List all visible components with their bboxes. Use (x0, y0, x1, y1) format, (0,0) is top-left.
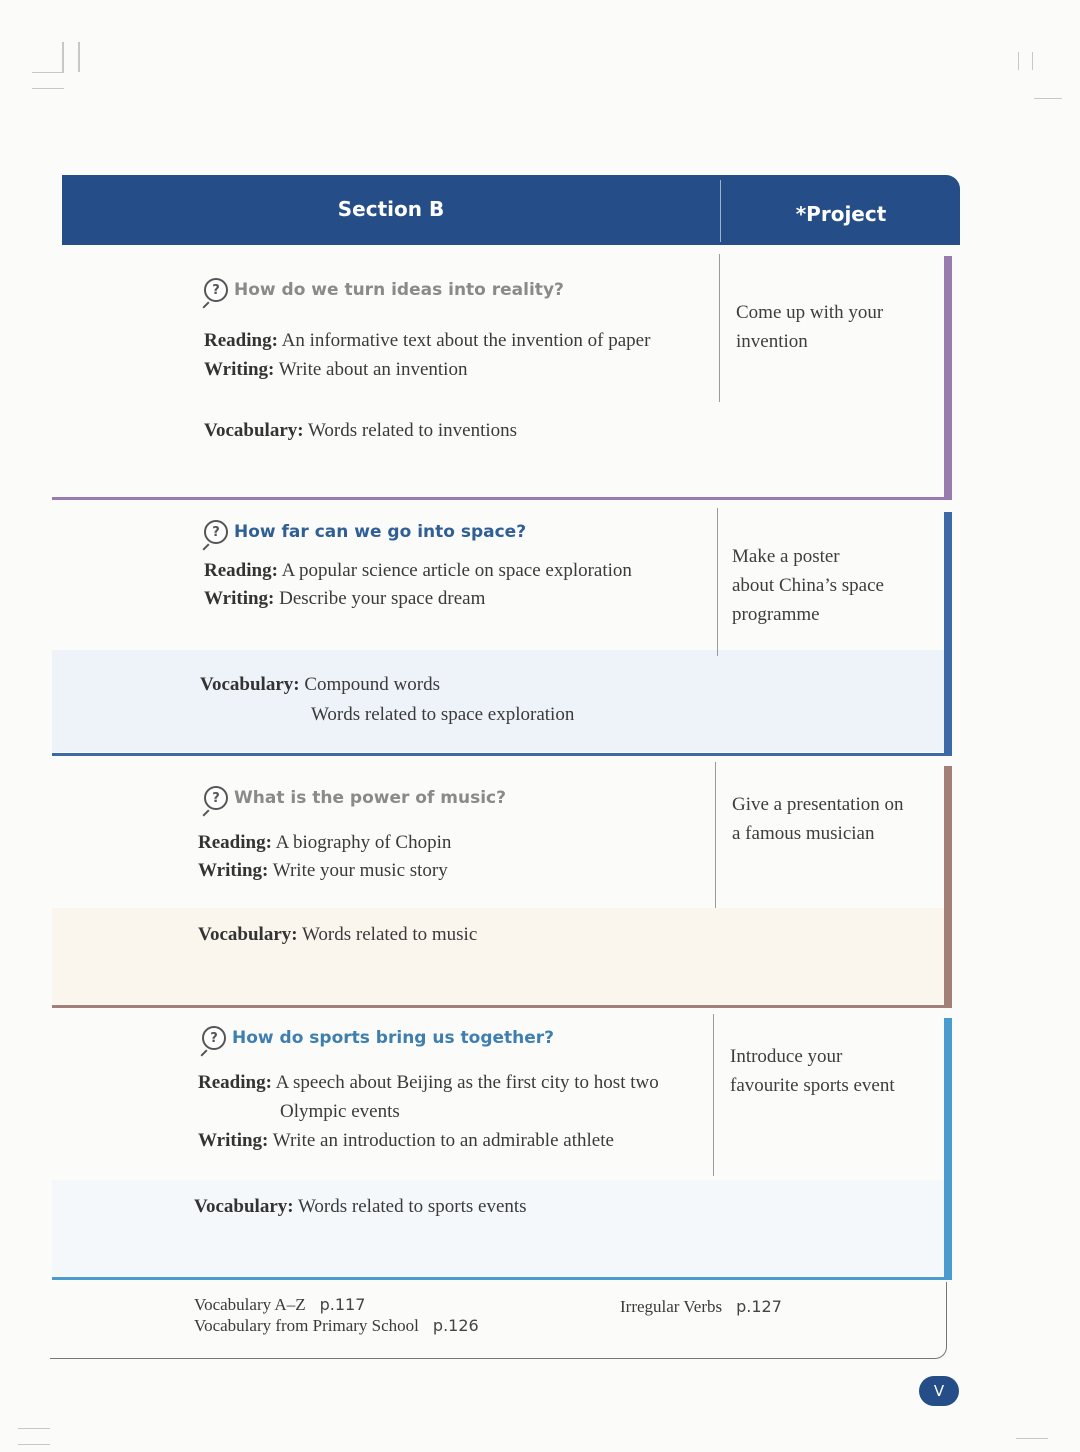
reading-label: Reading: (198, 832, 272, 853)
reading-label: Reading: (204, 330, 278, 351)
project-text: Introduce your favourite sports event (730, 1046, 895, 1096)
reading-text: A biography of Chopin (275, 832, 452, 853)
vocabulary-text: Compound words (304, 674, 440, 695)
writing-line (198, 1130, 614, 1152)
reading-label: Reading: (204, 560, 278, 581)
reading-line-2 (280, 1101, 400, 1123)
unit-row-3 (52, 758, 952, 1008)
vocabulary-text: Words related to space exploration (311, 704, 575, 725)
page-number-badge: V (919, 1376, 959, 1406)
scan-mark (32, 72, 64, 73)
writing-label: Writing: (198, 860, 269, 881)
unit-side-bar (944, 766, 952, 1008)
header-divider (720, 180, 721, 242)
column-divider (715, 762, 716, 908)
writing-text: Describe your space dream (279, 588, 486, 609)
unit-question (204, 278, 564, 302)
unit-row-4 (52, 1010, 952, 1280)
question-magnifier-icon: ? (204, 278, 228, 302)
scan-mark (1018, 52, 1019, 70)
unit-row-2 (52, 504, 952, 756)
unit-question (204, 520, 526, 544)
writing-line (204, 359, 467, 381)
unit-side-bar (944, 512, 952, 756)
scan-mark (62, 42, 64, 72)
vocab-primary-page: p.126 (432, 1316, 479, 1335)
irregular-verbs-label: Irregular Verbs (620, 1297, 723, 1316)
vocabulary-band (52, 908, 944, 1004)
vocabulary-text: Words related to inventions (308, 420, 518, 441)
unit-bottom-rule (52, 497, 944, 500)
question-text: What is the power of music? (234, 788, 506, 808)
reading-text: A popular science article on space exploration (281, 560, 632, 581)
irregular-verbs-page: p.127 (736, 1297, 782, 1316)
reading-line (198, 832, 451, 854)
vocabulary-label: Vocabulary: (200, 674, 300, 695)
unit-question (204, 786, 506, 810)
scan-mark (32, 88, 64, 89)
vocabulary-band (52, 650, 944, 752)
reading-line (198, 1072, 659, 1094)
reading-text: Olympic events (280, 1101, 400, 1122)
section-b-heading: Section B (337, 197, 445, 221)
column-divider (717, 508, 718, 656)
writing-text: Write your music story (272, 860, 448, 881)
writing-line (204, 588, 485, 610)
writing-label: Writing: (204, 588, 275, 609)
reading-line (204, 560, 632, 582)
vocabulary-text: Words related to music (302, 924, 478, 945)
writing-label: Writing: (198, 1130, 269, 1151)
vocabulary-text: Words related to sports events (298, 1196, 527, 1217)
vocabulary-line-2 (311, 704, 574, 726)
scan-mark (78, 42, 80, 72)
writing-text: Write an introduction to an admirable athlete (272, 1130, 614, 1151)
scan-mark (18, 1444, 50, 1445)
question-text: How do we turn ideas into reality? (234, 280, 564, 300)
reading-label: Reading: (198, 1072, 272, 1093)
project-text: Give a presentation on a famous musician (732, 794, 904, 844)
vocabulary-label: Vocabulary: (194, 1196, 294, 1217)
scan-mark (1032, 52, 1033, 70)
scan-mark (18, 1428, 50, 1429)
vocabulary-label: Vocabulary: (204, 420, 304, 441)
project-text: Make a poster about China’s space programme (732, 546, 884, 625)
appendix-box (50, 1282, 947, 1359)
scan-mark (1016, 1438, 1048, 1439)
vocabulary-band (52, 1180, 944, 1276)
unit-question (202, 1026, 554, 1050)
question-magnifier-icon: ? (202, 1026, 226, 1050)
writing-line (198, 860, 448, 882)
unit-side-bar (944, 1018, 952, 1280)
question-text: How do sports bring us together? (232, 1028, 555, 1048)
unit-bottom-rule (52, 1277, 944, 1280)
vocabulary-line (204, 420, 517, 442)
unit-bottom-rule (52, 1005, 944, 1008)
unit-row-1 (52, 248, 952, 500)
question-magnifier-icon: ? (204, 786, 228, 810)
reading-text: A speech about Beijing as the first city to host two (275, 1072, 659, 1093)
vocab-primary-label: Vocabulary from Primary School (194, 1316, 419, 1335)
project-heading: *Project (795, 202, 887, 226)
vocabulary-line (198, 924, 477, 946)
question-magnifier-icon: ? (204, 520, 228, 544)
vocabulary-line (200, 674, 440, 696)
writing-label: Writing: (204, 359, 275, 380)
vocab-az-label: Vocabulary A–Z (194, 1295, 306, 1314)
vocabulary-line (194, 1196, 527, 1218)
unit-bottom-rule (52, 753, 944, 756)
irregular-verbs-entry (620, 1297, 782, 1317)
column-divider (713, 1014, 714, 1176)
unit-side-bar (944, 256, 952, 500)
writing-text: Write about an invention (278, 359, 468, 380)
project-text: Come up with your invention (736, 302, 884, 352)
reading-text: An informative text about the invention of paper (281, 330, 651, 351)
scan-mark (1034, 98, 1062, 99)
reading-line (204, 330, 650, 352)
vocab-primary-entry (194, 1316, 479, 1336)
vocabulary-label: Vocabulary: (198, 924, 298, 945)
column-divider (719, 254, 720, 402)
table-header (62, 175, 960, 245)
question-text: How far can we go into space? (234, 522, 527, 542)
vocab-az-entry (194, 1295, 365, 1315)
vocab-az-page: p.117 (319, 1295, 366, 1314)
